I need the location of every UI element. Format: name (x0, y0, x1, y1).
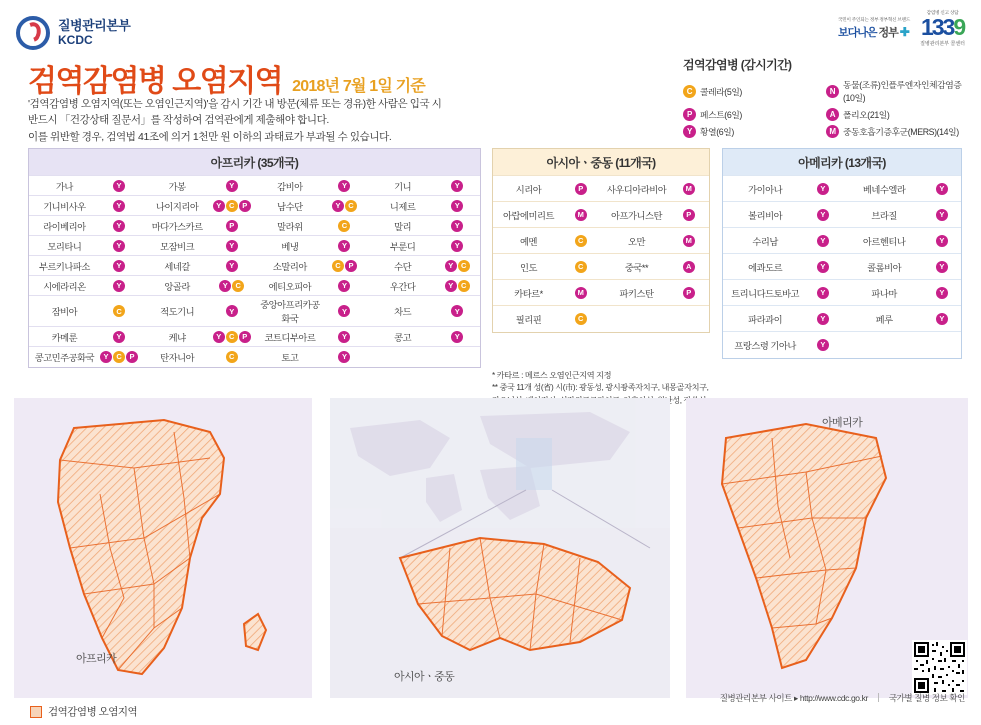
america-country-table (723, 175, 961, 358)
disease-badge-y-icon: Y (683, 125, 696, 138)
footnote-2: ** 중국 11개 성(省) 시(市): 광동성, 광시좡족자치구, 내몽골자치구, (492, 383, 709, 393)
country-name-cell: 트리니다드토바고 (723, 280, 804, 306)
legend-item-c (683, 78, 826, 104)
disease-badge-y-icon: Y (817, 313, 829, 325)
country-name-cell: 우간다 (367, 276, 435, 296)
footnote-1: * 카타르 : 메르스 오염인근지역 지정 (492, 371, 612, 380)
country-disease-cell (97, 296, 142, 327)
country-disease-cell (97, 216, 142, 236)
country-disease-cell (669, 176, 709, 202)
country-name-cell: 모리타니 (29, 236, 97, 256)
country-name-cell: 에티오피아 (254, 276, 322, 296)
country-name-cell: 예멘 (493, 228, 561, 254)
disease-badge-y-icon: Y (226, 305, 238, 317)
disease-badge-y-icon: Y (445, 280, 457, 292)
country-disease-cell (435, 296, 480, 327)
country-disease-cell (322, 176, 367, 196)
disease-badge-y-icon: Y (936, 313, 948, 325)
country-name-cell: 오만 (601, 228, 669, 254)
country-disease-cell (804, 228, 842, 254)
country-disease-cell (804, 202, 842, 228)
disease-badge-p-icon: P (345, 260, 357, 272)
country-disease-cell (322, 347, 367, 367)
country-disease-cell (210, 296, 255, 327)
disease-legend (683, 56, 969, 142)
page-header (0, 0, 981, 148)
country-disease-cell (322, 296, 367, 327)
country-disease-cell (322, 327, 367, 347)
country-disease-cell (804, 280, 842, 306)
table-row (723, 176, 961, 202)
legend-item-label: 동물(조류)인플루엔자인체감염증(10일) (843, 80, 962, 103)
country-disease-cell (561, 228, 601, 254)
country-name-cell: 가이아나 (723, 176, 804, 202)
page-footer (0, 693, 981, 725)
country-name-cell: 기니비사우 (29, 196, 97, 216)
disease-badge-y-icon: Y (338, 351, 350, 363)
disease-badge-c-icon: C (575, 261, 587, 273)
legend-item-n (826, 78, 969, 104)
disease-badge-c-icon: C (332, 260, 344, 272)
country-name-cell: 사우디아라비아 (601, 176, 669, 202)
disease-badge-y-icon: Y (332, 200, 344, 212)
disease-badge-c-icon: C (226, 331, 238, 343)
country-name-cell: 마다가스카르 (142, 216, 210, 236)
country-disease-cell (669, 254, 709, 280)
disease-badge-y-icon: Y (817, 339, 829, 351)
country-name-cell: 콩고 (367, 327, 435, 347)
country-disease-cell (561, 306, 601, 332)
disease-badge-c-icon: C (458, 260, 470, 272)
disease-badge-n-icon: N (826, 85, 839, 98)
disease-badge-c-icon: C (226, 200, 238, 212)
country-disease-cell (435, 256, 480, 276)
disease-badge-y-icon: Y (338, 240, 350, 252)
country-disease-cell (923, 280, 961, 306)
disease-badge-y-icon: Y (226, 180, 238, 192)
country-disease-cell (322, 276, 367, 296)
asia-map-label: 아시아ㆍ중동 (394, 671, 455, 683)
disease-badge-c-icon: C (575, 313, 587, 325)
footer-divider (878, 693, 879, 702)
country-disease-cell (435, 236, 480, 256)
plus-icon: ✚ (899, 25, 910, 39)
country-name-cell: 라이베리아 (29, 216, 97, 236)
country-name-cell (601, 306, 669, 332)
country-disease-cell (923, 332, 961, 358)
disease-badge-p-icon: P (126, 351, 138, 363)
footer-links (720, 692, 965, 704)
country-name-cell: 볼리비아 (723, 202, 804, 228)
country-name-cell: 소말리아 (254, 256, 322, 276)
country-disease-cell (210, 327, 255, 347)
footer-check-label: 국가별 질병 정보 확인 (888, 693, 965, 703)
country-disease-cell (561, 254, 601, 280)
partner-logos (838, 10, 965, 47)
country-name-cell: 파나마 (842, 280, 923, 306)
disease-badge-y-icon: Y (451, 180, 463, 192)
disease-badge-y-icon: Y (219, 280, 231, 292)
table-row (723, 306, 961, 332)
disease-badge-y-icon: Y (113, 180, 125, 192)
legend-item-label: 중동호흡기증후군(MERS)(14일) (843, 127, 959, 137)
hotline-1339-logo (920, 10, 965, 47)
asia-map-svg (330, 398, 670, 698)
country-disease-cell (435, 327, 480, 347)
table-row (723, 228, 961, 254)
disease-badge-c-icon: C (232, 280, 244, 292)
country-name-cell: 중앙아프리카공화국 (254, 296, 322, 327)
country-name-cell: 부르키나파소 (29, 256, 97, 276)
disease-badge-c-icon: C (683, 85, 696, 98)
country-disease-cell (97, 327, 142, 347)
country-name-cell: 토고 (254, 347, 322, 367)
better-government-word2: 정부 (878, 27, 898, 39)
footer-legend-label: 검역감염병 오염지역 (48, 706, 138, 718)
country-name-cell: 가봉 (142, 176, 210, 196)
country-name-cell: 말리 (367, 216, 435, 236)
table-row (29, 256, 480, 276)
country-name-cell: 기니 (367, 176, 435, 196)
table-row (29, 347, 480, 367)
legend-item-p (683, 108, 826, 121)
country-disease-cell (210, 276, 255, 296)
page-description (28, 96, 442, 145)
better-government-word1: 보다나은 (838, 27, 877, 39)
country-disease-cell (435, 347, 480, 367)
country-disease-cell (322, 256, 367, 276)
country-name-cell: 감비아 (254, 176, 322, 196)
country-name-cell: 수리남 (723, 228, 804, 254)
country-name-cell: 콜롬비아 (842, 254, 923, 280)
disease-badge-c-icon: C (113, 351, 125, 363)
country-disease-cell (210, 216, 255, 236)
country-name-cell: 카타르* (493, 280, 561, 306)
disease-badge-p-icon: P (683, 209, 695, 221)
disease-badge-y-icon: Y (936, 261, 948, 273)
disease-badge-y-icon: Y (451, 200, 463, 212)
qr-code (912, 640, 967, 695)
disease-badge-y-icon: Y (451, 220, 463, 232)
disease-badge-y-icon: Y (213, 200, 225, 212)
disease-badge-y-icon: Y (113, 260, 125, 272)
country-disease-cell (804, 254, 842, 280)
country-disease-cell (923, 176, 961, 202)
asia-table-caption: 아시아ㆍ중동 (11개국) (493, 149, 709, 175)
country-disease-cell (669, 228, 709, 254)
disease-badge-y-icon: Y (817, 209, 829, 221)
table-row (723, 332, 961, 358)
disease-badge-y-icon: Y (113, 280, 125, 292)
country-name-cell: 세네갈 (142, 256, 210, 276)
asia-map (330, 398, 670, 698)
country-name-cell: 차드 (367, 296, 435, 327)
disease-badge-a-icon: A (826, 108, 839, 121)
table-row (29, 176, 480, 196)
disease-badge-y-icon: Y (338, 305, 350, 317)
footer-legend (30, 704, 137, 719)
table-row (493, 254, 709, 280)
disease-badge-c-icon: C (338, 220, 350, 232)
table-row (29, 296, 480, 327)
disease-badge-c-icon: C (345, 200, 357, 212)
table-row (29, 276, 480, 296)
footer-arrow-icon: ▸ (793, 693, 800, 703)
legend-item-label: 페스트(6일) (700, 110, 742, 120)
disease-badge-m-icon: M (683, 235, 695, 247)
hotline-sub: 질병관리본부 콜센터 (920, 41, 965, 47)
country-name-cell: 필리핀 (493, 306, 561, 332)
disease-badge-m-icon: M (826, 125, 839, 138)
america-table-body (723, 176, 961, 358)
country-name-cell: 시에라리온 (29, 276, 97, 296)
disease-badge-p-icon: P (239, 200, 251, 212)
country-name-cell: 베냉 (254, 236, 322, 256)
country-disease-cell (210, 347, 255, 367)
disease-badge-c-icon: C (575, 235, 587, 247)
disease-badge-a-icon: A (683, 261, 695, 273)
country-disease-cell (804, 332, 842, 358)
legend-swatch-icon (30, 706, 42, 718)
page-title: 검역감염병 오염지역 (28, 65, 283, 98)
disease-badge-y-icon: Y (936, 183, 948, 195)
country-disease-cell (210, 256, 255, 276)
country-name-cell: 말라위 (254, 216, 322, 236)
disease-badge-m-icon: M (575, 209, 587, 221)
country-name-cell (367, 347, 435, 367)
better-government-tagline: 국민이 주인되는 정부 정부혁신 브랜드 (838, 17, 911, 22)
country-disease-cell (669, 202, 709, 228)
country-disease-cell (923, 228, 961, 254)
disease-badge-y-icon: Y (113, 331, 125, 343)
africa-map (14, 398, 312, 698)
qr-code-svg (912, 640, 967, 695)
country-disease-cell (210, 236, 255, 256)
country-disease-cell (435, 276, 480, 296)
country-name-cell: 페루 (842, 306, 923, 332)
legend-item-label: 콜레라(5일) (700, 86, 742, 97)
table-row (493, 202, 709, 228)
table-row (493, 228, 709, 254)
description-line-2: 반드시 「건강상태 질문서」를 작성하여 검역관에게 제출해야 합니다. (28, 114, 329, 127)
table-row (493, 176, 709, 202)
disease-badge-p-icon: P (575, 183, 587, 195)
disease-badge-y-icon: Y (100, 351, 112, 363)
disease-badge-y-icon: Y (226, 260, 238, 272)
disease-badge-m-icon: M (575, 287, 587, 299)
country-name-cell: 니제르 (367, 196, 435, 216)
country-disease-cell (210, 176, 255, 196)
kcdc-name-en: KCDC (58, 32, 93, 47)
table-row (29, 196, 480, 216)
country-name-cell (842, 332, 923, 358)
country-name-cell: 부룬디 (367, 236, 435, 256)
disease-badge-p-icon: P (683, 287, 695, 299)
country-disease-cell (322, 236, 367, 256)
disease-badge-y-icon: Y (817, 183, 829, 195)
country-disease-cell (435, 196, 480, 216)
country-disease-cell (97, 236, 142, 256)
disease-badge-y-icon: Y (226, 240, 238, 252)
country-name-cell: 앙골라 (142, 276, 210, 296)
disease-badge-y-icon: Y (445, 260, 457, 272)
disease-badge-c-icon: C (458, 280, 470, 292)
hotline-tagline: 감염병 신고 상담 (926, 10, 959, 15)
country-name-cell: 프랑스령 기아나 (723, 332, 804, 358)
country-name-cell: 콩고민주공화국 (29, 347, 97, 367)
hotline-number: 1339 (920, 14, 965, 40)
country-disease-cell (923, 254, 961, 280)
disease-badge-y-icon: Y (113, 200, 125, 212)
disease-badge-m-icon: M (683, 183, 695, 195)
legend-item-label: 황열(6일) (700, 127, 734, 137)
country-disease-cell (561, 176, 601, 202)
america-map-label: 아메리카 (822, 417, 863, 429)
country-name-cell: 에콰도르 (723, 254, 804, 280)
description-line-3: 이를 위반할 경우, 검역법 41조에 의거 1천만 원 이하의 과태료가 부과될 수 있습니다. (28, 130, 392, 143)
better-government-logo (838, 17, 910, 40)
disease-badge-y-icon: Y (338, 280, 350, 292)
country-name-cell: 남수단 (254, 196, 322, 216)
asia-country-table (493, 175, 709, 332)
disease-badge-p-icon: P (239, 331, 251, 343)
country-disease-cell (669, 280, 709, 306)
country-name-cell: 나이지리아 (142, 196, 210, 216)
footer-site-url[interactable]: http://www.cdc.go.kr (799, 693, 868, 703)
table-row (723, 254, 961, 280)
table-row (723, 280, 961, 306)
country-name-cell: 카메룬 (29, 327, 97, 347)
disease-badge-y-icon: Y (113, 240, 125, 252)
country-disease-cell (435, 216, 480, 236)
country-name-cell: 아랍에미리트 (493, 202, 561, 228)
country-name-cell: 중국** (601, 254, 669, 280)
africa-table-caption: 아프리카 (35개국) (29, 149, 480, 175)
country-disease-cell (97, 347, 142, 367)
country-disease-cell (669, 306, 709, 332)
country-disease-cell (210, 196, 255, 216)
country-name-cell: 베네수엘라 (842, 176, 923, 202)
country-name-cell: 아프가니스탄 (601, 202, 669, 228)
page-title-date: 2018년 7월 1일 기준 (292, 78, 425, 95)
country-disease-cell (435, 176, 480, 196)
disease-badge-y-icon: Y (451, 240, 463, 252)
africa-map-label: 아프리카 (76, 653, 117, 665)
country-disease-cell (97, 276, 142, 296)
legend-item-label: 폴리오(21일) (843, 110, 890, 120)
country-name-cell: 코트디부아르 (254, 327, 322, 347)
disease-badge-y-icon: Y (936, 235, 948, 247)
disease-badge-y-icon: Y (936, 287, 948, 299)
country-name-cell: 인도 (493, 254, 561, 280)
legend-item-y (683, 125, 826, 138)
country-name-cell: 가나 (29, 176, 97, 196)
country-disease-cell (97, 196, 142, 216)
country-name-cell: 탄자니아 (142, 347, 210, 367)
disease-badge-y-icon: Y (817, 261, 829, 273)
country-disease-cell (322, 216, 367, 236)
disease-badge-y-icon: Y (817, 235, 829, 247)
africa-country-table (29, 175, 480, 367)
america-table-caption: 아메리카 (13개국) (723, 149, 961, 175)
table-row (29, 327, 480, 347)
country-name-cell: 적도기니 (142, 296, 210, 327)
table-row (493, 280, 709, 306)
disease-badge-c-icon: C (226, 351, 238, 363)
country-name-cell: 아르헨티나 (842, 228, 923, 254)
table-row (29, 216, 480, 236)
country-name-cell: 케냐 (142, 327, 210, 347)
disease-badge-p-icon: P (683, 108, 696, 121)
country-disease-cell (804, 306, 842, 332)
legend-item-a (826, 108, 969, 121)
disease-badge-y-icon: Y (338, 180, 350, 192)
kcdc-name-ko: 질병관리본부 (58, 17, 131, 33)
asia-table (492, 148, 710, 333)
description-line-1: '검역감염병 오염지역(또는 오염인근지역)'을 감시 기간 내 방문(체류 또는 경유)한 사람은 입국 시 (28, 98, 442, 110)
disease-badge-y-icon: Y (451, 305, 463, 317)
disease-badge-y-icon: Y (213, 331, 225, 343)
country-disease-cell (561, 202, 601, 228)
country-disease-cell (561, 280, 601, 306)
country-name-cell: 파라과이 (723, 306, 804, 332)
kcdc-logo (14, 14, 130, 52)
country-name-cell: 모잠비크 (142, 236, 210, 256)
table-row (723, 202, 961, 228)
america-table (722, 148, 962, 359)
disease-badge-y-icon: Y (817, 287, 829, 299)
disease-badge-y-icon: Y (936, 209, 948, 221)
kcdc-emblem-icon (14, 14, 52, 52)
country-name-cell: 잠비아 (29, 296, 97, 327)
africa-map-svg (14, 398, 312, 698)
country-name-cell: 브라질 (842, 202, 923, 228)
footer-site-label: 질병관리본부 사이트 (719, 693, 792, 703)
africa-table (28, 148, 481, 368)
country-name-cell: 시리아 (493, 176, 561, 202)
country-disease-cell (923, 202, 961, 228)
table-row (29, 236, 480, 256)
disease-badge-y-icon: Y (451, 331, 463, 343)
asia-table-body (493, 176, 709, 332)
country-disease-cell (804, 176, 842, 202)
disease-badge-p-icon: P (226, 220, 238, 232)
disease-badge-y-icon: Y (338, 331, 350, 343)
country-disease-cell (322, 196, 367, 216)
legend-title: 검역감염병 (감시기간) (683, 58, 792, 72)
country-name-cell: 수단 (367, 256, 435, 276)
disease-badge-c-icon: C (113, 305, 125, 317)
country-name-cell: 파키스탄 (601, 280, 669, 306)
africa-table-body (29, 176, 480, 367)
legend-items (683, 78, 969, 142)
legend-item-m (826, 125, 969, 138)
country-disease-cell (97, 256, 142, 276)
table-row (493, 306, 709, 332)
disease-badge-y-icon: Y (113, 220, 125, 232)
country-disease-cell (97, 176, 142, 196)
country-disease-cell (923, 306, 961, 332)
